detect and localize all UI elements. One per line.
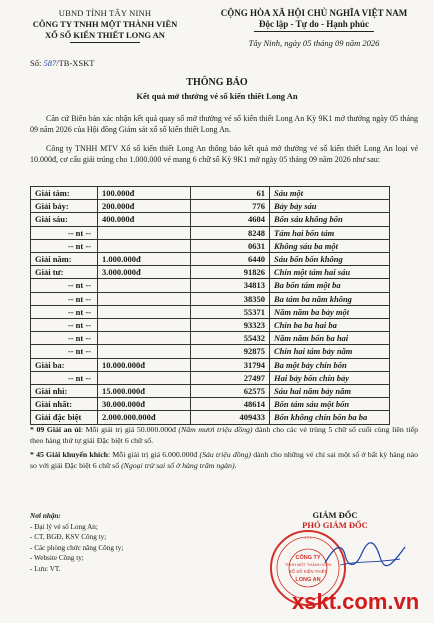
winning-number: 55371 [191,305,270,318]
number-in-words: Tám hai bốn tám [270,226,390,239]
prize-label: Giải ba: [31,358,98,371]
prize-amount: 30.000.000đ [98,398,191,411]
encouragement-prize-note [30,449,418,471]
winning-number: 91826 [191,266,270,279]
number-in-words: Hai bảy bốn chín bảy [270,371,390,384]
note2-italic: (Sáu triệu đồng) [197,450,252,459]
winning-number: 0631 [191,239,270,252]
winning-number: 8248 [191,226,270,239]
winning-number: 55432 [191,332,270,345]
number-in-words: Chín hai tám bảy năm [270,345,390,358]
number-in-words: Không sáu ba một [270,239,390,252]
prize-label: Giải đặc biệt [31,411,98,424]
winning-number: 61 [191,187,270,200]
prize-amount [98,319,191,332]
prize-amount [98,226,191,239]
recipient-item: - Lưu: VT. [30,564,61,573]
docno-handwritten: 587 [43,58,57,68]
prize-amount [98,332,191,345]
results-table [30,186,390,425]
prize-label: -- nt -- [31,371,98,384]
result-row [31,226,390,239]
recipient-item: - Website Công ty; [30,554,84,562]
company-name-line2: XỔ SỐ KIẾN THIẾT LONG AN [45,30,165,40]
result-row [31,385,390,398]
winning-number: 27497 [191,371,270,384]
header-underline [70,42,140,43]
recipients-heading: Nơi nhận: [30,512,61,520]
winning-number: 31794 [191,358,270,371]
document-date: Tây Ninh, ngày 05 tháng 09 năm 2026 [248,38,380,48]
prize-amount: 3.000.000đ [98,266,191,279]
prize-amount: 200.000đ [98,200,191,213]
prize-label: -- nt -- [31,226,98,239]
prize-amount: 400.000đ [98,213,191,226]
result-row [31,292,390,305]
prize-label: Giải nhì: [31,385,98,398]
number-in-words: Bốn tám sáu một bốn [270,398,390,411]
prize-amount: 1.000.000đ [98,253,191,266]
number-in-words: Chín một tám hai sáu [270,266,390,279]
result-row [31,371,390,384]
number-in-words: Năm năm bốn ba hai [270,332,390,345]
prize-label: -- nt -- [31,345,98,358]
svg-text:* * *: * * * [304,536,312,541]
recipient-item: - CT, BGĐ, KSV Công ty; [30,533,107,541]
prize-amount: 15.000.000đ [98,385,191,398]
prize-label: -- nt -- [31,292,98,305]
winning-number: 34813 [191,279,270,292]
prize-amount [98,371,191,384]
docno-prefix: Số: [30,58,44,68]
docno-suffix: /TB-XSKT [56,58,95,68]
handwritten-signature [320,535,410,575]
document-subtitle: Kết quả mở thưởng vé số kiến thiết Long An [136,91,298,101]
prize-amount: 100.000đ [98,187,191,200]
prize-label: -- nt -- [31,332,98,345]
recipients-block [30,511,123,574]
result-row [31,266,390,279]
result-row [31,398,390,411]
prize-label: Giải tư: [31,266,98,279]
note2-rest: dành cho những vé chỉ sai một số ở bất kỳ hàng nào so với giải Đặc biệt 6 chữ số [30,450,418,470]
note2-italic2: (Ngoại trừ sai số ở hàng trăm ngàn) [119,461,235,470]
winning-number: 92875 [191,345,270,358]
winning-number: 6440 [191,253,270,266]
number-in-words: Sáu hai năm bảy năm [270,385,390,398]
prize-label: Giải tám: [31,187,98,200]
svg-text:LONG AN: LONG AN [295,577,321,583]
number-in-words: Bốn không chín bốn ba ba [270,411,390,424]
document-title: THÔNG BÁO [186,77,248,88]
prize-label: -- nt -- [31,279,98,292]
number-in-words: Sáu bốn bốn không [270,253,390,266]
prize-label: -- nt -- [31,305,98,318]
result-row [31,279,390,292]
prize-amount [98,292,191,305]
prize-label: -- nt -- [31,319,98,332]
number-in-words: Bốn sáu không bốn [270,213,390,226]
agency-header [10,8,200,43]
prize-amount [98,239,191,252]
motto-underline [254,31,374,32]
winning-number: 48614 [191,398,270,411]
note1-body: : Mỗi giải trị giá 50.000.000đ [80,425,176,434]
prize-amount [98,305,191,318]
prize-label: Giải bảy: [31,200,98,213]
number-in-words: Ba tám ba năm không [270,292,390,305]
signatory-line2: PHÓ GIÁM ĐỐC [302,520,368,530]
result-row [31,345,390,358]
result-row [31,213,390,226]
prize-label: Giải sáu: [31,213,98,226]
recipient-item: - Các phòng chức năng Công ty; [30,543,124,552]
winning-number: 93323 [191,319,270,332]
number-in-words: Ba bốn tám một ba [270,279,390,292]
prize-label: Giải nhất: [31,398,98,411]
prize-amount [98,279,191,292]
winning-number: 38350 [191,292,270,305]
company-name: CÔNG TY TNHH MỘT THÀNH VIÊN [32,19,178,29]
prize-label: Giải năm: [31,253,98,266]
prize-amount: 2.000.000.000đ [98,411,191,424]
consolation-prize-note [30,424,418,446]
note2-body: : Mỗi giải trị giá 6.000.000đ [108,450,198,459]
paragraph-basis: Căn cứ Biên bản xác nhận kết quả quay số mở thưởng vé số kiến thiết Long An Kỳ 9K1 mở thưởng ngày 05 tháng 09 năm 2026 của Hội đồng Giám sát xổ số kiến thiết Long An. [30,114,418,134]
winning-number: 4604 [191,213,270,226]
result-row [31,200,390,213]
number-in-words: Ba một bảy chín bốn [270,358,390,371]
site-watermark: xskt.com.vn [292,589,420,614]
paragraph-announcement: Công ty TNHH MTV Xổ số kiến thiết Long An thông báo kết quả mở thưởng vé số kiến thiết Long An loại vé 10.000đ, cơ cấu giải trúng cho 1.000.000 vé mang 6 chữ số Kỳ 9K1 mở ngày 05 tháng 09 năm 2026 như sau: [30,144,418,164]
note1-lead: * 09 Giải an ủi [30,425,81,434]
result-row [31,253,390,266]
prize-amount [98,345,191,358]
note2-lead: * 45 Giải khuyến khích [30,450,109,459]
result-row [31,239,390,252]
prize-label: -- nt -- [31,239,98,252]
svg-text:XỔ SỐ KIẾN THIẾT: XỔ SỐ KIẾN THIẾT [288,569,328,574]
number-in-words: Sáu một [270,187,390,200]
result-row [31,187,390,200]
signatory-title [270,510,400,530]
number-in-words: Bảy bảy sáu [270,200,390,213]
svg-text:TNHH MỘT THÀNH VIÊN: TNHH MỘT THÀNH VIÊN [284,562,332,567]
recipient-item: - Đại lý vé số Long An; [30,522,98,531]
note1-rest: dành cho các vé trùng 5 chữ số cuối cùng liên tiếp theo hàng thứ tự giải Đặc biệt 6 chữ số. [30,425,418,445]
national-header [200,8,428,48]
winning-number: 776 [191,200,270,213]
national-motto: Độc lập - Tự do - Hạnh phúc [258,19,369,29]
document-number [30,58,94,68]
note1-italic: (Năm mươi triệu đồng) [175,425,253,434]
winning-number: 62575 [191,385,270,398]
prize-amount: 10.000.000đ [98,358,191,371]
province-committee: UBND TỈNH TÂY NINH [58,8,152,18]
winning-number: 409433 [191,411,270,424]
national-title: CỘNG HÒA XÃ HỘI CHỦ NGHĨA VIỆT NAM [220,8,408,18]
result-row [31,319,390,332]
signatory-line1: GIÁM ĐỐC [312,510,358,520]
svg-text:CÔNG TY: CÔNG TY [295,555,321,561]
result-row [31,358,390,371]
number-in-words: Chín ba ba hai ba [270,319,390,332]
number-in-words: Năm năm ba bảy một [270,305,390,318]
note2-end: . [234,461,237,470]
result-row [31,305,390,318]
result-row [31,411,390,424]
result-row [31,332,390,345]
